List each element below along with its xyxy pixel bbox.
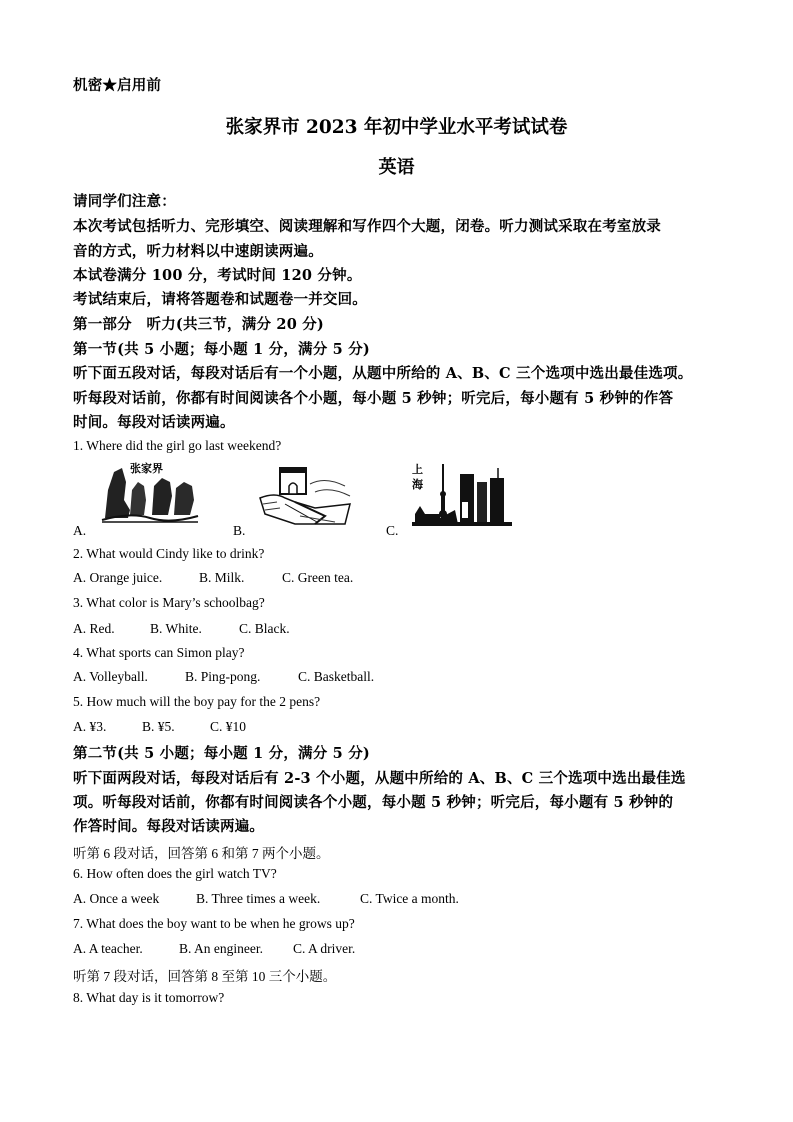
section2-instruction-1: 听下面两段对话，每段对话后有 2-3 个小题，从题中所给的 A、B、C 三个选项中选出最佳选 <box>73 770 686 787</box>
notice-heading: 请同学们注意： <box>73 193 176 210</box>
q3-option-a: A. Red. <box>73 621 115 636</box>
question-2: 2. What would Cindy like to drink? <box>73 546 265 561</box>
dialog7-note: 听第 7 段对话，回答第 8 至第 10 三个小题。 <box>73 969 337 984</box>
q6-option-b: B. Three times a week. <box>196 891 321 906</box>
question-8: 8. What day is it tomorrow? <box>73 990 225 1005</box>
subject-title: 英语 <box>378 157 415 178</box>
question-1: 1. Where did the girl go last weekend? <box>73 438 282 453</box>
q4-option-a: A. Volleyball. <box>73 669 148 684</box>
section2-instruction-3: 作答时间。每段对话读两遍。 <box>73 818 265 835</box>
notice-line-1: 本次考试包括听力、完形填空、阅读理解和写作四个大题，闭卷。听力测试采取在考室放录 <box>73 218 661 235</box>
notice-line-4: 考试结束后，请将答题卷和试题卷一并交回。 <box>73 291 367 308</box>
notice-line-2: 音的方式，听力材料以中速朗读两遍。 <box>73 243 323 260</box>
q4-option-b: B. Ping-pong. <box>185 669 261 684</box>
q7-option-a: A. A teacher. <box>73 941 143 956</box>
question-6: 6. How often does the girl watch TV? <box>73 866 277 881</box>
section2-instruction-2: 项。听每段对话前，你都有时间阅读各个小题，每小题 5 秒钟；听完后，每小题有 5 秒钟的 <box>73 794 674 811</box>
q4-option-c: C. Basketball. <box>298 669 375 684</box>
part1-heading: 第一部分 听力(共三节，满分 20 分) <box>73 316 324 333</box>
q2-option-c: C. Green tea. <box>282 570 354 585</box>
q2-option-b: B. Milk. <box>199 570 245 585</box>
exam-title: 张家界市 2023 年初中学业水平考试试卷 <box>225 117 568 138</box>
q5-option-b: B. ¥5. <box>142 719 175 734</box>
section1-instruction-3: 时间。每段对话读两遍。 <box>73 414 235 431</box>
section1-instruction-2: 听每段对话前，你都有时间阅读各个小题，每小题 5 秒钟；听完后，每小题有 5 秒钟的作答 <box>73 390 674 407</box>
dialog6-note: 听第 6 段对话，回答第 6 和第 7 两个小题。 <box>73 846 330 861</box>
section1-heading: 第一节(共 5 小题；每小题 1 分，满分 5 分) <box>73 341 370 358</box>
q6-option-a: A. Once a week <box>73 891 160 906</box>
shanghai-skyline-image <box>410 462 515 528</box>
section2-heading: 第二节(共 5 小题；每小题 1 分，满分 5 分) <box>73 745 370 762</box>
q3-option-b: B. White. <box>150 621 202 636</box>
q1-option-a: A. <box>73 523 87 538</box>
zhangjiajie-image <box>100 460 200 526</box>
section1-instruction-1: 听下面五段对话，每段对话后有一个小题，从题中所给的 A、B、C 三个选项中选出最佳选项。 <box>73 365 693 382</box>
question-4: 4. What sports can Simon play? <box>73 645 245 660</box>
q5-option-c: C. ¥10 <box>210 719 247 734</box>
q7-option-c: C. A driver. <box>293 941 356 956</box>
q3-option-c: C. Black. <box>239 621 290 636</box>
question-3: 3. What color is Mary’s schoolbag? <box>73 595 265 610</box>
q1-option-b: B. <box>233 523 246 538</box>
q2-option-a: A. Orange juice. <box>73 570 163 585</box>
zhangjiajie-label: 张家界 <box>130 462 163 475</box>
q1-option-c: C. <box>386 523 399 538</box>
notice-line-3: 本试卷满分 100 分，考试时间 120 分钟。 <box>73 267 362 284</box>
shanghai-label: 上海 <box>412 463 423 491</box>
q5-option-a: A. ¥3. <box>73 719 107 734</box>
question-5: 5. How much will the boy pay for the 2 pens? <box>73 694 321 709</box>
confidential-label: 机密★启用前 <box>73 77 162 94</box>
q6-option-c: C. Twice a month. <box>360 891 459 906</box>
great-wall-image <box>255 464 355 528</box>
q7-option-b: B. An engineer. <box>179 941 263 956</box>
question-7: 7. What does the boy want to be when he grows up? <box>73 916 355 931</box>
